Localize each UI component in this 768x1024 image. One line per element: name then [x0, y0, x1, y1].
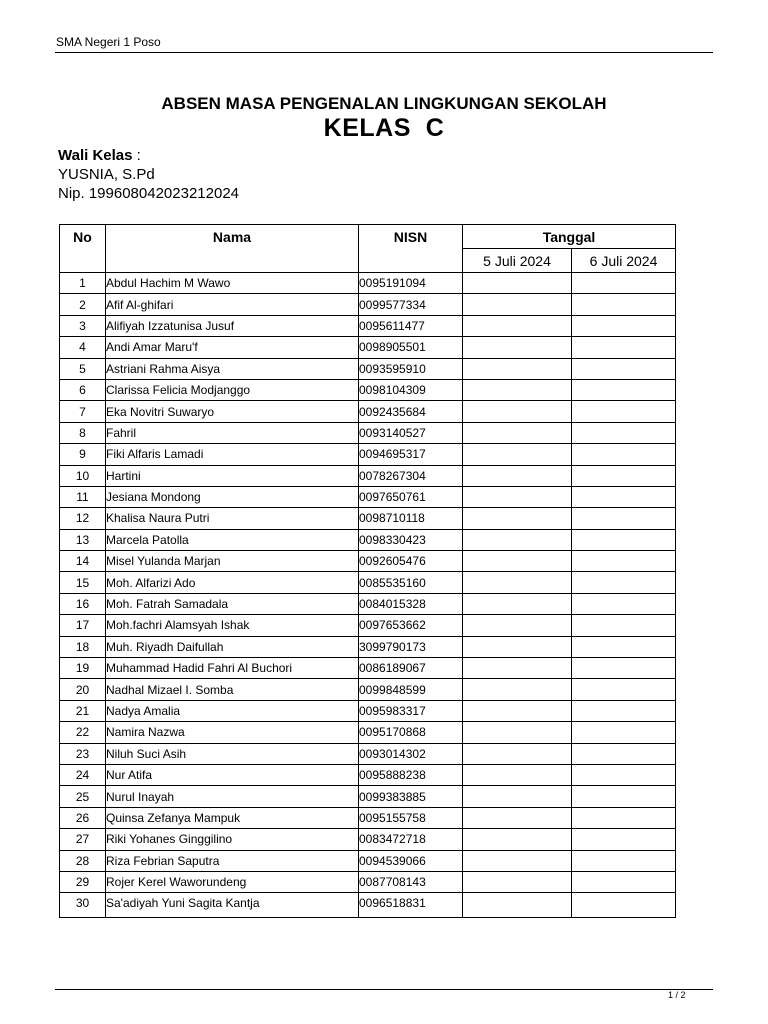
row-number-cell: 14 [60, 551, 106, 572]
attendance-cell-day2 [572, 508, 676, 529]
attendance-cell-day2 [572, 615, 676, 636]
student-name-cell: Fiki Alfaris Lamadi [106, 444, 359, 465]
attendance-cell-day1 [463, 807, 572, 828]
table-row [60, 893, 676, 917]
nisn-cell: 0096518831 [359, 893, 463, 917]
attendance-cell-day2 [572, 465, 676, 486]
attendance-cell-day1 [463, 636, 572, 657]
row-number-cell: 18 [60, 636, 106, 657]
nisn-cell: 0083472718 [359, 829, 463, 850]
nisn-cell: 0098905501 [359, 337, 463, 358]
nisn-cell: 0097653662 [359, 615, 463, 636]
nisn-cell: 0095983317 [359, 700, 463, 721]
student-name-cell: Misel Yulanda Marjan [106, 551, 359, 572]
homeroom-teacher-block [58, 146, 239, 203]
table-row [60, 636, 676, 657]
attendance-cell-day1 [463, 722, 572, 743]
attendance-cell-day1 [463, 358, 572, 379]
attendance-cell-day1 [463, 658, 572, 679]
table-row [60, 871, 676, 892]
row-number-cell: 7 [60, 401, 106, 422]
nisn-cell: 0099848599 [359, 679, 463, 700]
nisn-cell: 0095611477 [359, 315, 463, 336]
student-name-cell: Jesiana Mondong [106, 486, 359, 507]
attendance-cell-day1 [463, 529, 572, 550]
student-name-cell: Nadhal Mizael I. Somba [106, 679, 359, 700]
row-number-cell: 17 [60, 615, 106, 636]
table-row [60, 743, 676, 764]
nisn-cell: 3099790173 [359, 636, 463, 657]
attendance-cell-day2 [572, 422, 676, 443]
footer-rule [55, 989, 713, 990]
attendance-cell-day2 [572, 593, 676, 614]
nisn-cell: 0095155758 [359, 807, 463, 828]
row-number-cell: 9 [60, 444, 106, 465]
attendance-cell-day2 [572, 486, 676, 507]
nisn-cell: 0095191094 [359, 273, 463, 294]
table-row [60, 572, 676, 593]
table-row [60, 593, 676, 614]
row-number-cell: 22 [60, 722, 106, 743]
table-row [60, 401, 676, 422]
student-name-cell: Clarissa Felicia Modjanggo [106, 379, 359, 400]
student-name-cell: Namira Nazwa [106, 722, 359, 743]
nisn-cell: 0098710118 [359, 508, 463, 529]
attendance-cell-day1 [463, 893, 572, 917]
table-row [60, 722, 676, 743]
nisn-cell: 0095170868 [359, 722, 463, 743]
row-number-cell: 16 [60, 593, 106, 614]
column-header-tanggal: Tanggal [463, 225, 676, 249]
row-number-cell: 20 [60, 679, 106, 700]
attendance-cell-day2 [572, 273, 676, 294]
student-name-cell: Fahril [106, 422, 359, 443]
attendance-cell-day2 [572, 807, 676, 828]
table-row [60, 829, 676, 850]
table-row [60, 294, 676, 315]
attendance-cell-day2 [572, 337, 676, 358]
homeroom-colon: : [132, 147, 141, 164]
page-number: 1 / 2 [668, 990, 686, 1000]
nisn-cell: 0099383885 [359, 786, 463, 807]
table-row [60, 700, 676, 721]
table-row [60, 551, 676, 572]
nisn-cell: 0085535160 [359, 572, 463, 593]
attendance-cell-day1 [463, 572, 572, 593]
row-number-cell: 8 [60, 422, 106, 443]
nisn-cell: 0099577334 [359, 294, 463, 315]
attendance-cell-day1 [463, 337, 572, 358]
date-header: 5 Juli 2024 [463, 249, 572, 273]
student-name-cell: Nadya Amalia [106, 700, 359, 721]
table-row [60, 807, 676, 828]
homeroom-name: YUSNIA, S.Pd [58, 166, 155, 183]
row-number-cell: 27 [60, 829, 106, 850]
nisn-cell: 0095888238 [359, 764, 463, 785]
attendance-cell-day2 [572, 743, 676, 764]
attendance-cell-day2 [572, 871, 676, 892]
attendance-cell-day2 [572, 850, 676, 871]
class-title: KELAS C [323, 114, 445, 142]
attendance-cell-day1 [463, 593, 572, 614]
column-header-nisn: NISN [359, 225, 463, 273]
student-name-cell: Moh. Alfarizi Ado [106, 572, 359, 593]
homeroom-label: Wali Kelas [58, 147, 133, 164]
table-row [60, 508, 676, 529]
student-name-cell: Riza Febrian Saputra [106, 850, 359, 871]
attendance-cell-day1 [463, 379, 572, 400]
attendance-cell-day1 [463, 273, 572, 294]
table-row [60, 422, 676, 443]
attendance-cell-day2 [572, 893, 676, 917]
row-number-cell: 29 [60, 871, 106, 892]
table-row [60, 337, 676, 358]
nisn-cell: 0093014302 [359, 743, 463, 764]
student-name-cell: Muh. Riyadh Daifullah [106, 636, 359, 657]
row-number-cell: 10 [60, 465, 106, 486]
row-number-cell: 28 [60, 850, 106, 871]
student-name-cell: Nur Atifa [106, 764, 359, 785]
attendance-cell-day1 [463, 401, 572, 422]
row-number-cell: 1 [60, 273, 106, 294]
row-number-cell: 19 [60, 658, 106, 679]
attendance-cell-day2 [572, 572, 676, 593]
row-number-cell: 12 [60, 508, 106, 529]
attendance-cell-day1 [463, 679, 572, 700]
row-number-cell: 11 [60, 486, 106, 507]
nisn-cell: 0094695317 [359, 444, 463, 465]
attendance-cell-day2 [572, 401, 676, 422]
attendance-cell-day1 [463, 829, 572, 850]
student-name-cell: Khalisa Naura Putri [106, 508, 359, 529]
attendance-cell-day1 [463, 444, 572, 465]
student-name-cell: Nurul Inayah [106, 786, 359, 807]
column-header-no: No [60, 225, 106, 273]
nisn-cell: 0092435684 [359, 401, 463, 422]
row-number-cell: 13 [60, 529, 106, 550]
student-name-cell: Quinsa Zefanya Mampuk [106, 807, 359, 828]
attendance-cell-day2 [572, 636, 676, 657]
row-number-cell: 15 [60, 572, 106, 593]
attendance-table [59, 224, 676, 918]
attendance-cell-day2 [572, 294, 676, 315]
student-name-cell: Eka Novitri Suwaryo [106, 401, 359, 422]
attendance-cell-day2 [572, 700, 676, 721]
student-name-cell: Moh.fachri Alamsyah Ishak [106, 615, 359, 636]
nisn-cell: 0084015328 [359, 593, 463, 614]
nisn-cell: 0097650761 [359, 486, 463, 507]
attendance-cell-day1 [463, 315, 572, 336]
student-name-cell: Sa'adiyah Yuni Sagita Kantja [106, 893, 359, 917]
nisn-cell: 0086189067 [359, 658, 463, 679]
table-row [60, 850, 676, 871]
student-name-cell: Astriani Rahma Aisya [106, 358, 359, 379]
row-number-cell: 26 [60, 807, 106, 828]
student-name-cell: Alifiyah Izzatunisa Jusuf [106, 315, 359, 336]
table-row [60, 658, 676, 679]
header-rule [55, 52, 713, 53]
attendance-cell-day2 [572, 722, 676, 743]
table-row [60, 444, 676, 465]
table-row [60, 486, 676, 507]
attendance-cell-day2 [572, 551, 676, 572]
nisn-cell: 0098330423 [359, 529, 463, 550]
attendance-cell-day1 [463, 422, 572, 443]
date-header: 6 Juli 2024 [572, 249, 676, 273]
attendance-cell-day1 [463, 551, 572, 572]
student-name-cell: Rojer Kerel Waworundeng [106, 871, 359, 892]
attendance-cell-day2 [572, 358, 676, 379]
nisn-cell: 0093140527 [359, 422, 463, 443]
row-number-cell: 4 [60, 337, 106, 358]
student-name-cell: Andi Amar Maru'f [106, 337, 359, 358]
nisn-cell: 0098104309 [359, 379, 463, 400]
table-row [60, 786, 676, 807]
row-number-cell: 30 [60, 893, 106, 917]
row-number-cell: 2 [60, 294, 106, 315]
table-row [60, 529, 676, 550]
table-row [60, 379, 676, 400]
attendance-cell-day1 [463, 294, 572, 315]
table-row [60, 465, 676, 486]
attendance-cell-day2 [572, 764, 676, 785]
attendance-cell-day2 [572, 529, 676, 550]
student-name-cell: Niluh Suci Asih [106, 743, 359, 764]
attendance-cell-day1 [463, 465, 572, 486]
attendance-cell-day2 [572, 786, 676, 807]
row-number-cell: 24 [60, 764, 106, 785]
row-number-cell: 21 [60, 700, 106, 721]
table-row [60, 615, 676, 636]
nisn-cell: 0092605476 [359, 551, 463, 572]
page-header-school: SMA Negeri 1 Poso [56, 35, 161, 49]
attendance-cell-day1 [463, 615, 572, 636]
homeroom-nip: Nip. 199608042023212024 [58, 185, 240, 202]
nisn-cell: 0087708143 [359, 871, 463, 892]
student-name-cell: Abdul Hachim M Wawo [106, 273, 359, 294]
attendance-cell-day1 [463, 850, 572, 871]
table-row [60, 358, 676, 379]
attendance-cell-day2 [572, 379, 676, 400]
homeroom-label-line [58, 146, 239, 165]
row-number-cell: 3 [60, 315, 106, 336]
student-name-cell: Moh. Fatrah Samadala [106, 593, 359, 614]
student-name-cell: Muhammad Hadid Fahri Al Buchori [106, 658, 359, 679]
document-title: ABSEN MASA PENGENALAN LINGKUNGAN SEKOLAH [161, 94, 607, 113]
student-name-cell: Hartini [106, 465, 359, 486]
attendance-cell-day1 [463, 743, 572, 764]
table-row [60, 273, 676, 294]
nisn-cell: 0093595910 [359, 358, 463, 379]
attendance-cell-day1 [463, 486, 572, 507]
table-row [60, 315, 676, 336]
attendance-cell-day1 [463, 700, 572, 721]
attendance-cell-day1 [463, 508, 572, 529]
attendance-cell-day2 [572, 444, 676, 465]
attendance-cell-day1 [463, 871, 572, 892]
attendance-cell-day2 [572, 315, 676, 336]
student-name-cell: Marcela Patolla [106, 529, 359, 550]
attendance-cell-day2 [572, 829, 676, 850]
row-number-cell: 25 [60, 786, 106, 807]
attendance-cell-day2 [572, 679, 676, 700]
nisn-cell: 0094539066 [359, 850, 463, 871]
row-number-cell: 6 [60, 379, 106, 400]
student-name-cell: Afif Al-ghifari [106, 294, 359, 315]
nisn-cell: 0078267304 [359, 465, 463, 486]
attendance-cell-day2 [572, 658, 676, 679]
row-number-cell: 23 [60, 743, 106, 764]
attendance-cell-day1 [463, 764, 572, 785]
table-row [60, 764, 676, 785]
column-header-nama: Nama [106, 225, 359, 273]
attendance-cell-day1 [463, 786, 572, 807]
student-name-cell: Riki Yohanes Ginggilino [106, 829, 359, 850]
row-number-cell: 5 [60, 358, 106, 379]
table-row [60, 679, 676, 700]
